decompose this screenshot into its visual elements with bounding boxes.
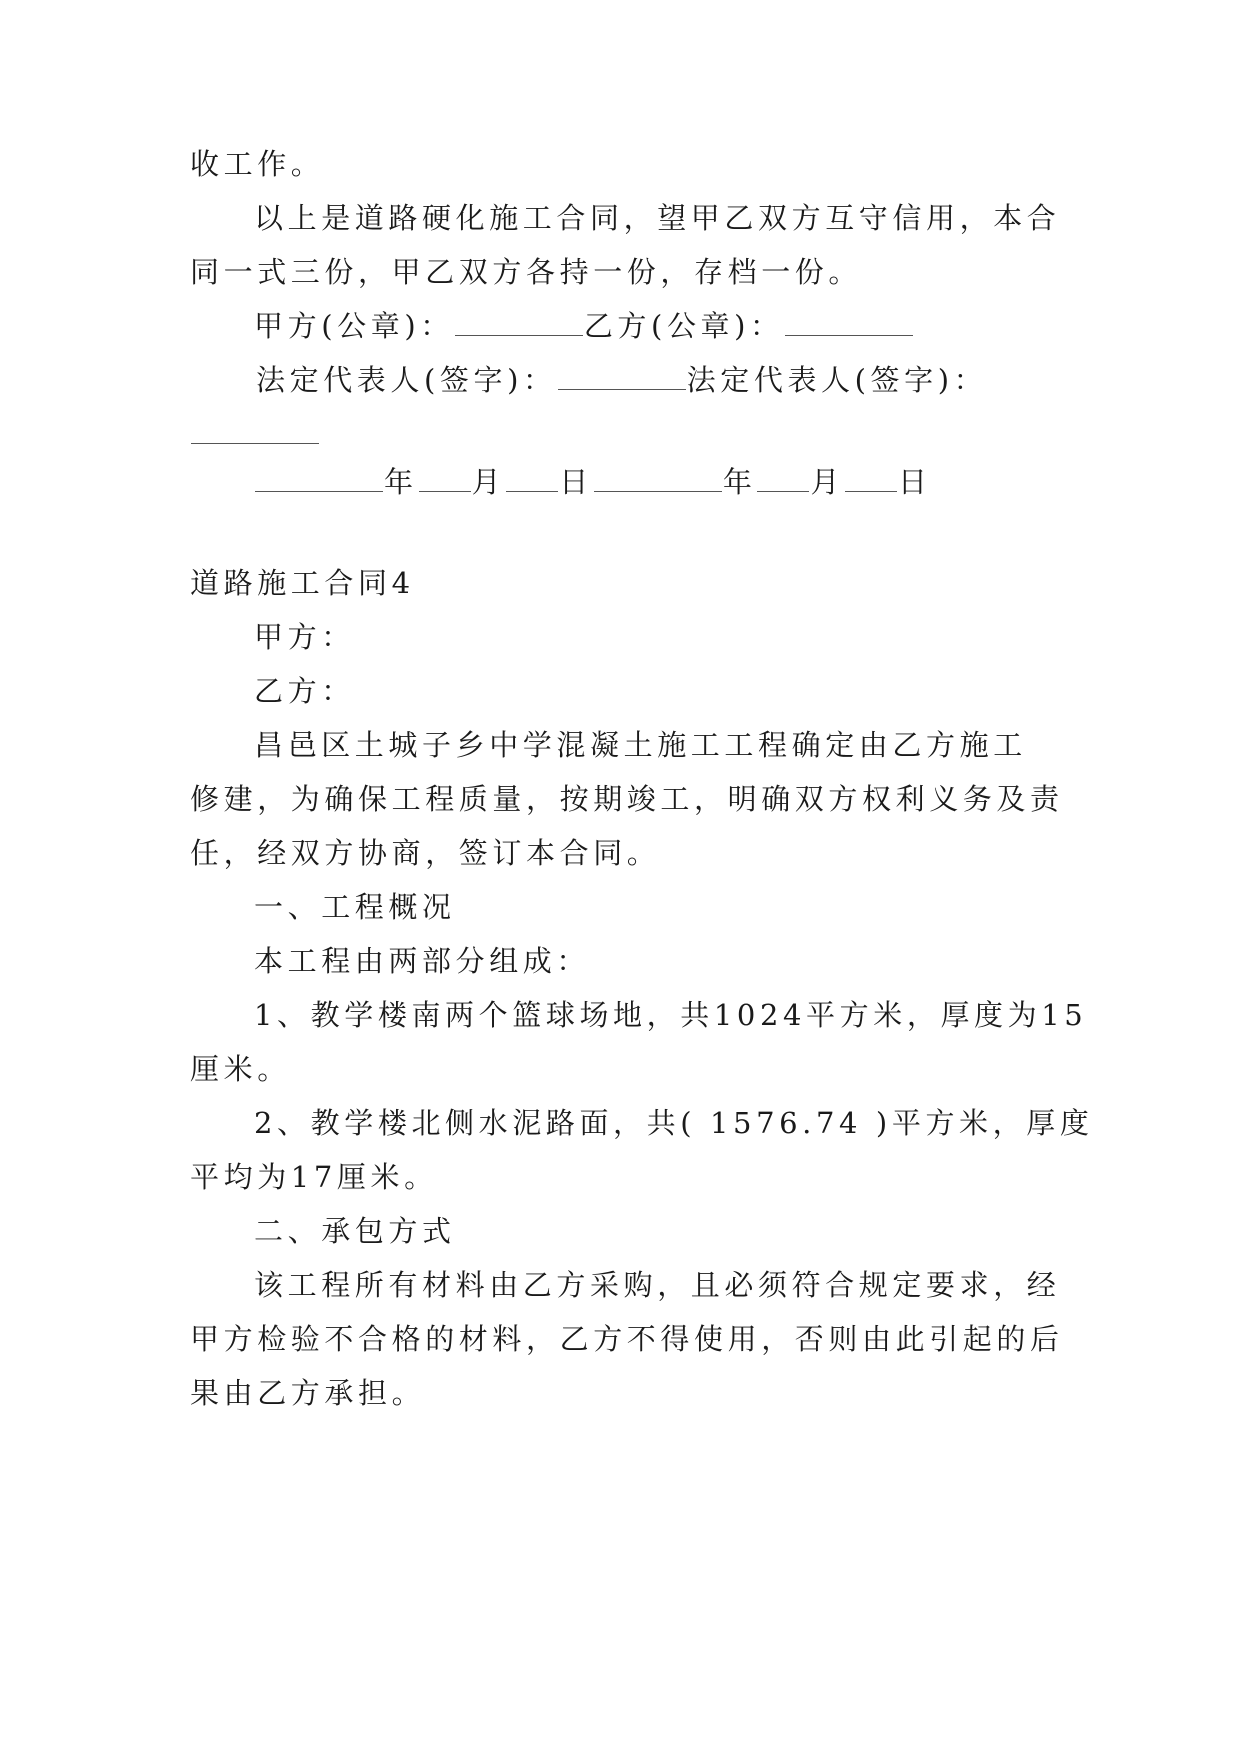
date-b-month: 月	[810, 465, 845, 499]
closing-paragraph-line-1: 以上是道路硬化施工合同，望甲乙双方互守信用，本合	[254, 201, 1061, 235]
legal-rep-a-blank	[558, 365, 686, 390]
date-a-day-blank	[506, 467, 558, 492]
date-b-day: 日	[898, 465, 932, 499]
date-a-year-blank	[255, 467, 383, 492]
item-1-line-2: 厘米。	[190, 1052, 291, 1086]
paragraph-prev-end: 收工作。	[190, 147, 325, 181]
item-2-line-2: 平均为17厘米。	[190, 1160, 438, 1194]
legal-rep-b-label: 法定代表人(签字)：	[686, 363, 988, 397]
party-a-label: 甲方：	[254, 620, 355, 654]
legal-rep-b-blank-line	[190, 414, 1050, 454]
seal-line	[254, 306, 1114, 346]
item-2-line-1: 2、教学楼北侧水泥路面，共( 1576.74 )平方米，厚度	[254, 1106, 1094, 1140]
party-b-label: 乙方：	[254, 674, 355, 708]
date-b-month-blank	[757, 467, 809, 492]
intro-line-1: 昌邑区土城子乡中学混凝土施工工程确定由乙方施工	[254, 728, 1027, 762]
heading-contract-method: 二、承包方式	[254, 1214, 456, 1248]
date-a-month: 月	[471, 465, 506, 499]
date-b-year: 年	[722, 465, 757, 499]
item-1-line-1: 1、教学楼南两个篮球场地，共1024平方米，厚度为15	[254, 998, 1088, 1032]
date-a-year: 年	[384, 465, 418, 499]
contract-line-1: 该工程所有材料由乙方采购，且必须符合规定要求，经	[254, 1268, 1061, 1302]
legal-rep-b-blank	[191, 419, 319, 444]
heading-project-overview: 一、工程概况	[254, 890, 456, 924]
party-a-seal-blank	[455, 311, 583, 336]
date-line	[254, 462, 1114, 502]
party-a-seal-label: 甲方(公章)：	[254, 309, 454, 343]
composition-line: 本工程由两部分组成：	[254, 944, 591, 978]
contract-line-2: 甲方检验不合格的材料，乙方不得使用，否则由此引起的后	[190, 1322, 1064, 1356]
legal-rep-line	[256, 360, 1116, 400]
intro-line-3: 任，经双方协商，签订本合同。	[190, 836, 661, 870]
section-title: 道路施工合同4	[190, 566, 415, 600]
date-b-year-blank	[594, 467, 722, 492]
date-a-month-blank	[419, 467, 471, 492]
date-b-day-blank	[845, 467, 897, 492]
party-b-seal-label: 乙方(公章)：	[583, 309, 784, 343]
legal-rep-a-label: 法定代表人(签字)：	[256, 363, 557, 397]
closing-paragraph-line-2: 同一式三份，甲乙双方各持一份，存档一份。	[190, 255, 863, 289]
date-a-day: 日	[559, 465, 593, 499]
contract-line-3: 果由乙方承担。	[190, 1376, 426, 1410]
party-b-seal-blank	[785, 311, 913, 336]
intro-line-2: 修建，为确保工程质量，按期竣工，明确双方权利义务及责	[190, 782, 1064, 816]
